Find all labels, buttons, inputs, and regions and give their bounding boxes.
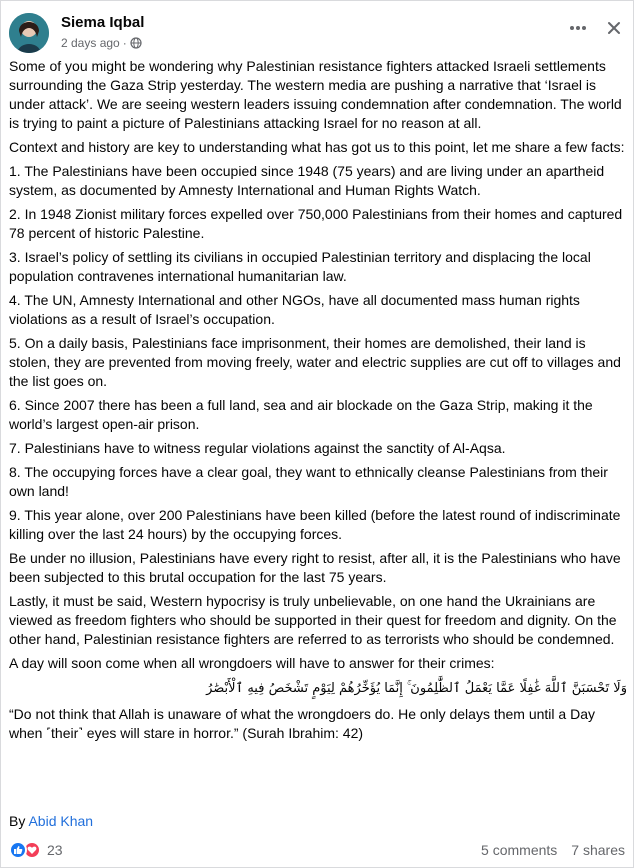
post-paragraph: Be under no illusion, Palestinians have every right to resist, after all, it is the Palestinians who have been subjected to this brutal occupation for the last 75 years.	[9, 550, 621, 585]
author-avatar[interactable]	[9, 13, 49, 53]
post-paragraph: 5. On a daily basis, Palestinians face imprisonment, their homes are demolished, their land is stolen, they are prevented from moving freely, water and electric supplies are cut off to villages and the list goes on.	[9, 335, 621, 389]
post-paragraph: Lastly, it must be said, Western hypocrisy is truly unbelievable, on one hand the Ukrainians are viewed as freedom fighters who should be supported in their quest for freedom and dignity. On the other hand, Palestinian resistance fighters are referred to as terrorists who should be condemned.	[9, 593, 617, 647]
engagement-counts	[481, 842, 625, 858]
close-icon[interactable]	[603, 17, 625, 39]
post-paragraph: 2. In 1948 Zionist military forces expelled over 750,000 Palestinians from their homes and captured 78 percent of historic Palestine.	[9, 206, 623, 241]
globe-icon	[130, 37, 142, 49]
byline	[9, 813, 93, 829]
post-header	[9, 9, 625, 53]
post-paragraph: 3. Israel’s policy of settling its civilians in occupied Palestinian territory and displacing the local population contravenes international humanitarian law.	[9, 249, 591, 284]
comments-count[interactable]: 5 comments	[481, 842, 558, 858]
post-actions	[567, 17, 625, 39]
verse-translation: “Do not think that Allah is unaware of what the wrongdoers do. He only delays them until a Day when ˹their˺ eyes will stare in horror.” (Surah Ibrahim: 42)	[9, 706, 595, 741]
post-paragraph: 7. Palestinians have to witness regular violations against the sanctity of Al-Aqsa.	[9, 440, 506, 456]
post-meta	[61, 36, 142, 50]
byline-prefix: By	[9, 813, 26, 829]
post-paragraph: Context and history are key to understanding what has got us to this point, let me share a few facts:	[9, 139, 625, 155]
more-icon[interactable]	[567, 17, 589, 39]
reaction-count: 23	[47, 842, 63, 858]
shares-count[interactable]: 7 shares	[571, 842, 625, 858]
meta-separator: ·	[122, 36, 127, 50]
post-paragraph: 4. The UN, Amnesty International and other NGOs, have all documented mass human rights violations as a result of Israel’s occupation.	[9, 292, 580, 327]
post-paragraph: Some of you might be wondering why Palestinian resistance fighters attacked Israeli settlements surrounding the Gaza Strip yesterday. The western media are pushing a narrative that ‘Israel is under attack’. We are seeing western leaders issuing condemnation after condemnation. The world is trying to paint a picture of Palestinians attacking Israel for no reason at all.	[9, 58, 622, 131]
post-paragraph: 8. The occupying forces have a clear goal, they want to ethnically cleanse Palestinians from their own land!	[9, 464, 608, 499]
like-reaction-icon	[9, 841, 27, 859]
byline-author-link[interactable]: Abid Khan	[28, 813, 94, 829]
post-paragraph: 9. This year alone, over 200 Palestinians have been killed (before the latest round of indiscriminate killing over the last 24 hours) by the occupying forces.	[9, 507, 621, 542]
post-footer	[9, 839, 625, 863]
post-body	[9, 57, 627, 748]
post-paragraph: 6. Since 2007 there has been a full land, sea and air blockade on the Gaza Strip, making it the world’s largest open-air prison.	[9, 397, 593, 432]
reactions-summary[interactable]	[9, 841, 63, 859]
arabic-verse: وَلَا تَحْسَبَنَّ ٱللَّهَ غَٰفِلًا عَمَّا يَعْمَلُ ٱلظَّٰلِمُونَ ۚ إِنَّمَا يُؤَخِّرُهُمْ لِيَوْمٍ تَشْخَصُ فِيهِ ٱلْأَبْصَٰرُ	[206, 681, 627, 696]
post-time[interactable]: 2 days ago	[61, 36, 120, 50]
post-paragraph: 1. The Palestinians have been occupied since 1948 (75 years) and are living under an apartheid system, as documented by Amnesty International and Human Rights Watch.	[9, 163, 605, 198]
post-paragraph: A day will soon come when all wrongdoers will have to answer for their crimes:	[9, 655, 495, 671]
author-name[interactable]: Siema Iqbal	[61, 14, 145, 31]
